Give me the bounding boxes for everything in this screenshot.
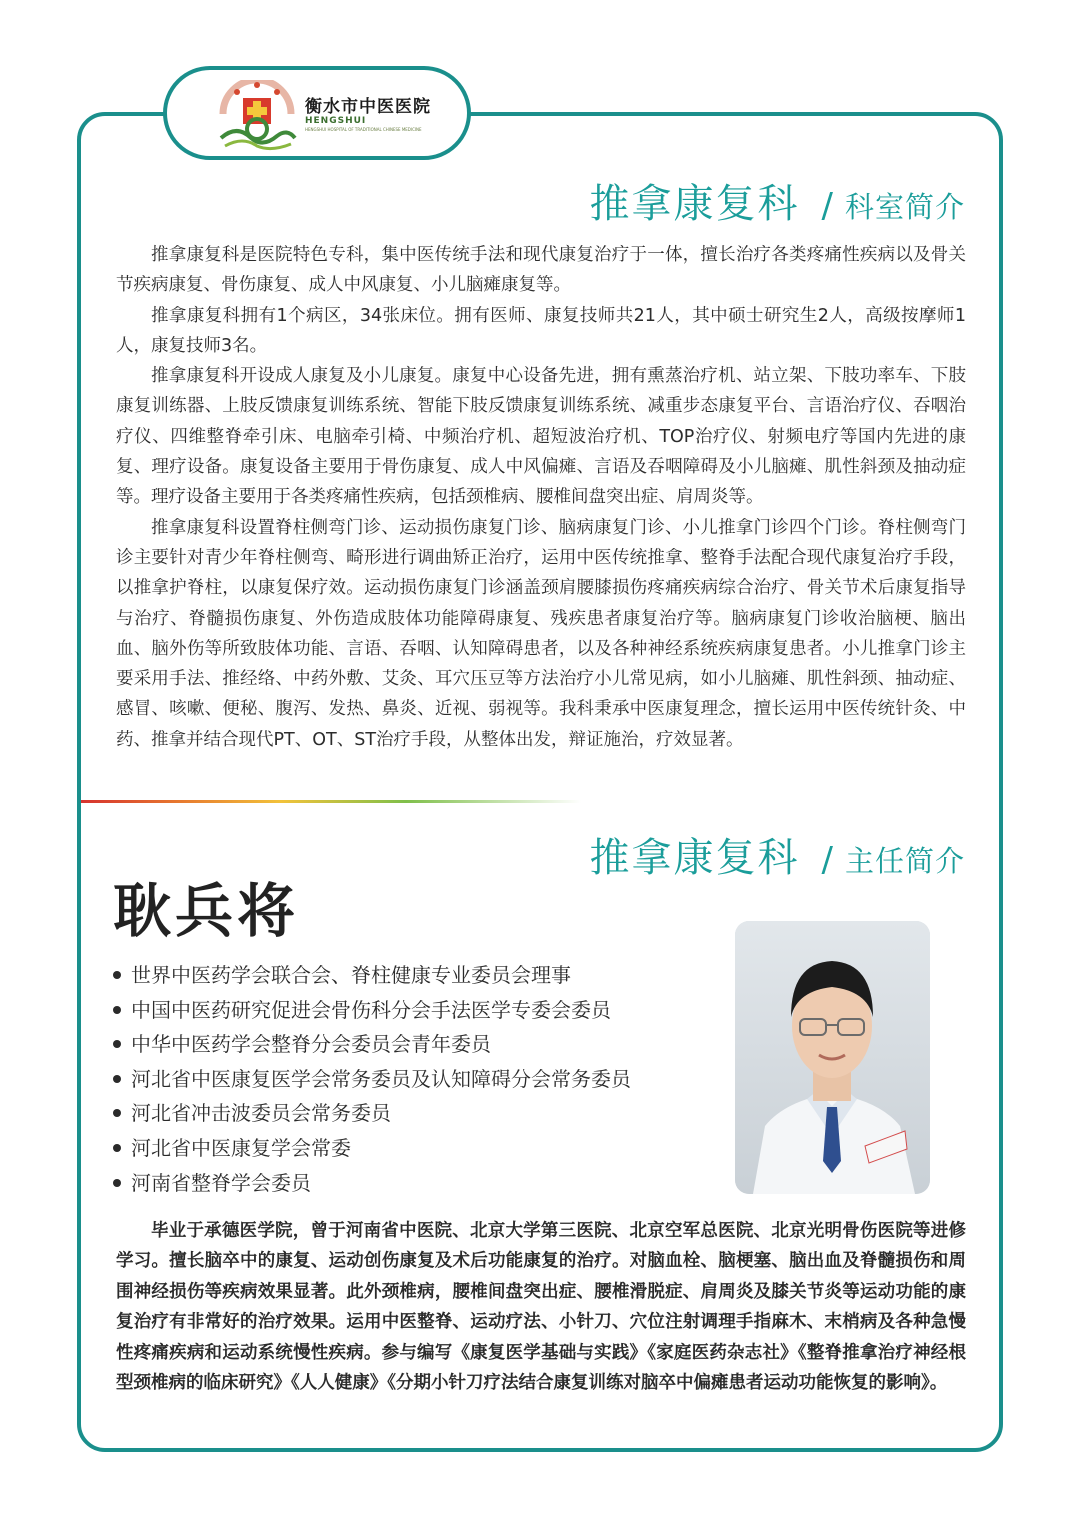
title-item <box>113 1062 631 1097</box>
heading-subtitle: 主任简介 <box>844 844 965 878</box>
title-item <box>113 1131 631 1166</box>
heading-subtitle: 科室简介 <box>844 190 965 224</box>
title-item <box>113 958 631 993</box>
intro-paragraph: 推拿康复科是医院特色专科，集中医传统手法和现代康复治疗于一体，擅长治疗各类疼痛性疾病以及骨关节疾病康复、骨伤康复、成人中风康复、小儿脑瘫康复等。 <box>116 245 966 296</box>
bullet-icon <box>113 1075 121 1083</box>
intro-paragraph: 推拿康复科拥有1个病区，34张床位。拥有医师、康复技师共21人，其中硕士研究生2人，高级按摩师1人，康复技师3名。 <box>116 305 966 356</box>
heading-title: 推拿康复科 <box>589 835 800 881</box>
director-intro-heading <box>590 826 965 883</box>
doctor-name: 耿兵将 <box>113 877 300 945</box>
bullet-icon <box>113 1109 121 1117</box>
doctor-titles-list <box>113 958 631 1200</box>
doctor-bio: 毕业于承德医学院，曾于河南省中医院、北京大学第三医院、北京空军总医院、北京光明骨伤医院等进修学习。擅长脑卒中的康复、运动创伤康复及术后功能康复的治疗。对脑血栓、脑梗塞、脑出血及脊髓损伤和周围神经损伤等疾病效果显著。此外颈椎病，腰椎间盘突出症、腰椎滑脱症、肩周炎及膝关节炎等运动功能的康复治疗有非常好的治疗效果。运用中医整脊、运动疗法、小针刀、穴位注射调理手指麻木、末梢病及各种急慢性疼痛疾病和运动系统慢性疾病。参与编写《康复医学基础与实践》《家庭医药杂志社》《整脊推拿治疗神经根型颈椎病的临床研究》《人人健康》《分期小针刀疗法结合康复训练对脑卒中偏瘫患者运动功能恢复的影响》。 <box>116 1221 966 1394</box>
hospital-name-en: HENGSHUI <box>305 116 367 126</box>
heading-separator: / <box>821 186 833 226</box>
doctor-photo <box>735 921 930 1194</box>
title-item <box>113 1096 631 1131</box>
doctor-portrait-icon <box>735 921 930 1194</box>
intro-paragraph: 推拿康复科设置脊柱侧弯门诊、运动损伤康复门诊、脑病康复门诊、小儿推拿门诊四个门诊。脊柱侧弯门诊主要针对青少年脊柱侧弯、畸形进行调曲矫正治疗，运用中医传统推拿、整脊手法配合现代康复治疗手段，以推拿护脊柱，以康复保疗效。运动损伤康复门诊涵盖颈肩腰膝损伤疼痛疾病综合治疗、骨关节术后康复指导与治疗、脊髓损伤康复、外伤造成肢体功能障碍康复、残疾患者康复治疗等。脑病康复门诊收治脑梗、脑出血、脑外伤等所致肢体功能、言语、吞咽、认知障碍患者，以及各种神经系统疾病康复患者。小儿推拿门诊主要采用手法、推经络、中药外敷、艾灸、耳穴压豆等方法治疗小儿常见病，如小儿脑瘫、肌性斜颈、抽动症、感冒、咳嗽、便秘、腹泻、发热、鼻炎、近视、弱视等。我科秉承中医康复理念，擅长运用中医传统针灸、中药、推拿并结合现代PT、OT、ST治疗手段，从整体出发，辩证施治，疗效显著。 <box>116 517 966 750</box>
hospital-name-cn: 衡水市中医医院 <box>305 97 431 117</box>
heading-separator: / <box>821 840 833 880</box>
hospital-tagline: HENGSHUI HOSPITAL OF TRADITIONAL CHINESE MEDICINE <box>305 127 422 132</box>
title-text: 河北省冲击波委员会常务委员 <box>131 1101 391 1126</box>
title-item <box>113 1166 631 1201</box>
bullet-icon <box>113 1144 121 1152</box>
bullet-icon <box>113 1179 121 1187</box>
bullet-icon <box>113 1006 121 1014</box>
intro-paragraph: 推拿康复科开设成人康复及小儿康复。康复中心设备先进，拥有熏蒸治疗机、站立架、下肢功率车、下肢康复训练器、上肢反馈康复训练系统、智能下肢反馈康复训练系统、减重步态康复平台、言语治疗仪、吞咽治疗仪、四维整脊牵引床、电脑牵引椅、中频治疗机、超短波治疗机、TOP治疗仪、射频电疗等国内先进的康复、理疗设备。康复设备主要用于骨伤康复、成人中风偏瘫、言语及吞咽障碍及小儿脑瘫、肌性斜颈及抽动症等。理疗设备主要用于各类疼痛性疾病，包括颈椎病、腰椎间盘突出症、肩周炎等。 <box>116 366 966 508</box>
bullet-icon <box>113 1040 121 1048</box>
title-text: 河北省中医康复医学会常务委员及认知障碍分会常务委员 <box>131 1066 631 1091</box>
title-text: 世界中医药学会联合会、脊柱健康专业委员会理事 <box>131 963 571 987</box>
title-text: 河南省整脊学会委员 <box>131 1170 311 1195</box>
section-divider <box>81 800 581 803</box>
department-intro <box>116 240 966 755</box>
hospital-emblem-icon <box>215 80 299 152</box>
department-intro-heading <box>590 172 965 229</box>
title-item <box>113 993 631 1028</box>
title-text: 中华中医药学会整脊分会委员会青年委员 <box>131 1032 491 1057</box>
hospital-logo <box>163 66 471 160</box>
heading-title: 推拿康复科 <box>589 181 800 227</box>
title-item <box>113 1027 631 1062</box>
title-text: 河北省中医康复学会常委 <box>131 1135 351 1160</box>
bullet-icon <box>113 971 121 979</box>
title-text: 中国中医药研究促进会骨伤科分会手法医学专委会委员 <box>131 997 611 1022</box>
